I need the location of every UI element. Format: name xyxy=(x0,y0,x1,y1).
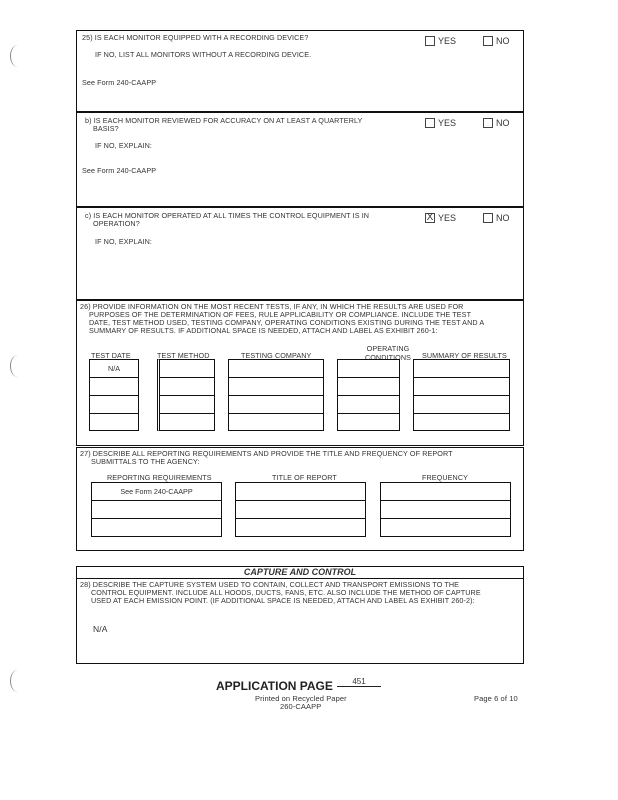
question-25c-sub: IF NO, EXPLAIN: xyxy=(95,237,153,246)
section-25b xyxy=(76,112,524,207)
cell[interactable] xyxy=(90,396,138,414)
no-label: NO xyxy=(496,118,510,128)
checkbox-icon xyxy=(483,213,493,223)
question-25b-cont: BASIS? xyxy=(93,124,119,133)
question-25a-sub: IF NO, LIST ALL MONITORS WITHOUT A RECORDING DEVICE. xyxy=(95,50,312,59)
table-col-testing-company xyxy=(228,359,324,431)
cell[interactable] xyxy=(236,501,365,519)
header-title-of-report: TITLE OF REPORT xyxy=(272,473,337,482)
cell[interactable] xyxy=(414,360,509,378)
section-27 xyxy=(76,447,524,551)
no-checkbox-25b[interactable] xyxy=(483,118,510,128)
yes-checkbox-25b[interactable] xyxy=(425,118,456,128)
no-checkbox-25a[interactable] xyxy=(483,36,510,46)
checkbox-icon xyxy=(425,118,435,128)
form-number: 260-CAAPP xyxy=(280,702,322,711)
table-col-title-of-report xyxy=(235,482,366,537)
question-25c: c) IS EACH MONITOR OPERATED AT ALL TIMES THE CONTROL EQUIPMENT IS IN xyxy=(85,211,370,220)
table-col-operating-conditions xyxy=(337,359,400,431)
checkbox-icon xyxy=(483,36,493,46)
cell[interactable] xyxy=(414,414,509,432)
checkbox-icon xyxy=(425,36,435,46)
section-25a xyxy=(76,30,524,112)
question-25b-sub: IF NO, EXPLAIN: xyxy=(95,141,153,150)
header-line: OPERATING xyxy=(366,344,410,353)
yes-label: YES xyxy=(438,213,457,223)
cell[interactable] xyxy=(381,519,510,537)
cell[interactable] xyxy=(338,396,399,414)
cell[interactable] xyxy=(160,414,214,432)
section-title: CAPTURE AND CONTROL xyxy=(77,567,523,579)
header-reporting-requirements: REPORTING REQUIREMENTS xyxy=(107,473,212,482)
header-testing-company: TESTING COMPANY xyxy=(241,351,312,360)
cell[interactable] xyxy=(381,501,510,519)
table-col-test-date xyxy=(89,359,139,431)
cell[interactable] xyxy=(338,360,399,378)
checkbox-icon xyxy=(483,118,493,128)
yes-label: YES xyxy=(438,118,457,128)
header-test-date: TEST DATE xyxy=(91,351,131,360)
yes-checkbox-25a[interactable] xyxy=(425,36,456,46)
question-26-line: SUMMARY OF RESULTS. IF ADDITIONAL SPACE IS NEEDED, ATTACH AND LABEL AS EXHIBIT 260-1: xyxy=(89,326,438,335)
cell[interactable] xyxy=(381,483,510,501)
question-28: 28) DESCRIBE THE CAPTURE SYSTEM USED TO CONTAIN, COLLECT AND TRANSPORT EMISSIONS TO THE xyxy=(80,580,460,589)
question-27-line: SUBMITTALS TO THE AGENCY: xyxy=(91,457,200,466)
table-col-test-method xyxy=(157,359,215,431)
answer-25b: See Form 240-CAAPP xyxy=(82,166,157,175)
answer-28: N/A xyxy=(93,624,108,634)
binder-hole xyxy=(10,670,25,692)
question-26: 26) PROVIDE INFORMATION ON THE MOST RECENT TESTS, IF ANY, IN WHICH THE RESULTS ARE USED FOR xyxy=(80,302,464,311)
question-25b: b) IS EACH MONITOR REVIEWED FOR ACCURACY ON AT LEAST A QUARTERLY xyxy=(85,116,363,125)
cell[interactable] xyxy=(229,360,323,378)
question-28-line: CONTROL EQUIPMENT. INCLUDE ALL HOODS, DUCTS, FANS, ETC. ALSO INCLUDE THE METHOD OF CAPTURE xyxy=(91,588,481,597)
cell[interactable] xyxy=(414,396,509,414)
no-checkbox-25c[interactable] xyxy=(483,213,510,223)
yes-checkbox-25c[interactable] xyxy=(425,213,456,223)
table-col-frequency xyxy=(380,482,511,537)
table-col-summary xyxy=(413,359,510,431)
table-col-reporting-requirements xyxy=(91,482,222,537)
page-of: Page 6 of 10 xyxy=(474,694,518,703)
cell[interactable] xyxy=(229,414,323,432)
question-25c-cont: OPERATION? xyxy=(93,219,140,228)
application-page-number: 451 xyxy=(337,677,381,687)
cell[interactable] xyxy=(160,360,214,378)
question-28-line: USED AT EACH EMISSION POINT. (IF ADDITIONAL SPACE IS NEEDED, ATTACH AND LABEL AS EXHIBIT 260-2): xyxy=(91,596,475,605)
header-summary: SUMMARY OF RESULTS xyxy=(422,351,507,360)
cell[interactable] xyxy=(338,378,399,396)
cell[interactable] xyxy=(236,519,365,537)
cell[interactable] xyxy=(160,396,214,414)
binder-hole xyxy=(10,355,25,377)
cell[interactable] xyxy=(414,378,509,396)
cell[interactable]: See Form 240-CAAPP xyxy=(92,483,221,501)
question-26-line: DATE, TEST METHOD USED, TESTING COMPANY, OPERATING CONDITIONS EXISTING DURING THE TEST AND A xyxy=(89,318,485,327)
application-page-label: APPLICATION PAGE xyxy=(216,679,333,693)
cell[interactable] xyxy=(92,519,221,537)
cell[interactable] xyxy=(90,414,138,432)
no-label: NO xyxy=(496,213,510,223)
section-capture-and-control xyxy=(76,566,524,664)
header-frequency: FREQUENCY xyxy=(422,473,469,482)
yes-label: YES xyxy=(438,36,457,46)
checked-checkbox-icon: X xyxy=(426,212,434,223)
section-26 xyxy=(76,300,524,446)
binder-hole xyxy=(10,45,25,67)
question-25a: 25) IS EACH MONITOR EQUIPPED WITH A RECORDING DEVICE? xyxy=(82,33,309,42)
answer-25a: See Form 240-CAAPP xyxy=(82,78,157,87)
no-label: NO xyxy=(496,36,510,46)
cell[interactable] xyxy=(160,378,214,396)
cell[interactable] xyxy=(236,483,365,501)
header-line: CONDITIONS xyxy=(364,353,412,362)
cell[interactable] xyxy=(92,501,221,519)
printed-note: Printed on Recycled Paper xyxy=(255,694,347,703)
header-test-method: TEST METHOD xyxy=(157,351,210,360)
cell[interactable] xyxy=(229,396,323,414)
question-26-line: PURPOSES OF THE DETERMINATION OF FEES, RULE APPLICABILITY OR COMPLIANCE. INCLUDE THE TEST xyxy=(89,310,472,319)
section-25c xyxy=(76,207,524,300)
cell[interactable] xyxy=(229,378,323,396)
question-27: 27) DESCRIBE ALL REPORTING REQUIREMENTS AND PROVIDE THE TITLE AND FREQUENCY OF REPORT xyxy=(80,449,453,458)
cell[interactable]: N/A xyxy=(90,360,138,378)
cell[interactable] xyxy=(90,378,138,396)
cell[interactable] xyxy=(338,414,399,432)
